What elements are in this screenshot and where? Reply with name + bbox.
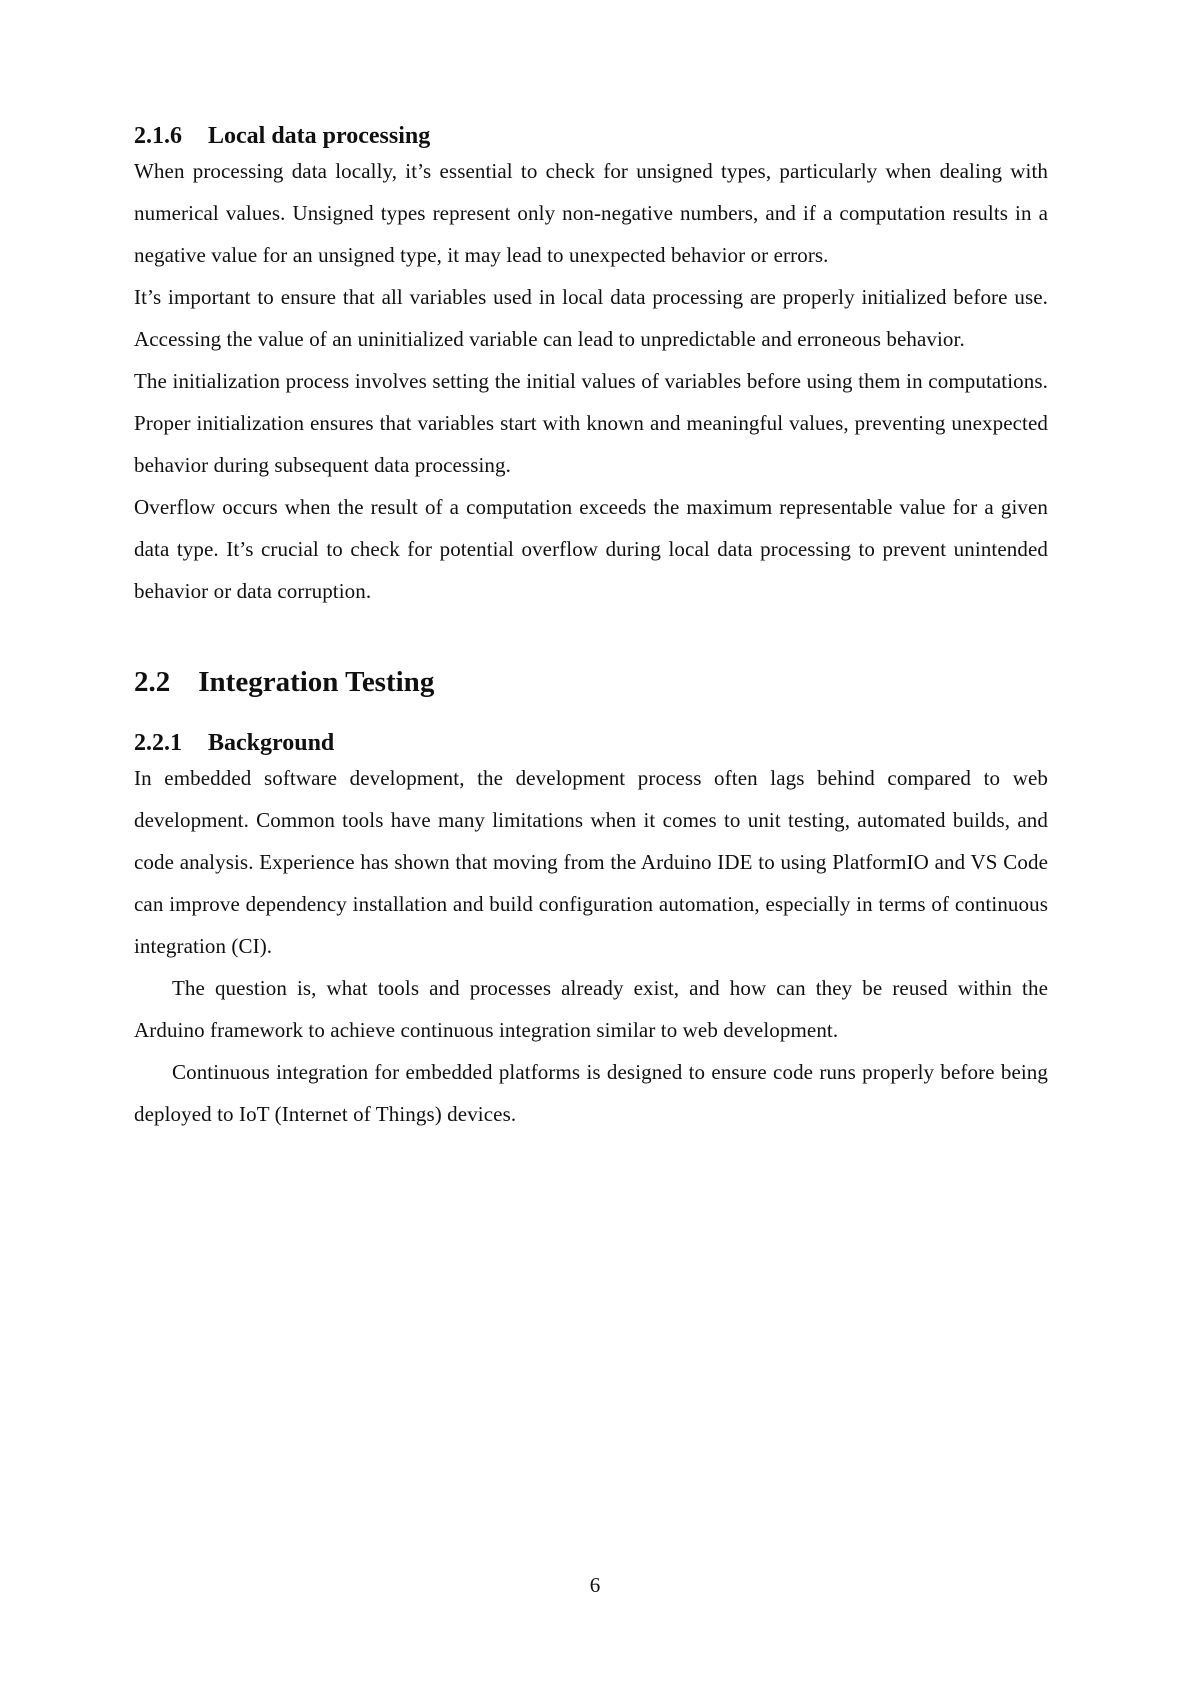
page-number: 6: [589, 1573, 601, 1597]
page-content: [134, 0, 1048, 1135]
paragraph-ci-embedded: Continuous integration for embedded platforms is designed to ensure code runs properly before being deployed to IoT (Internet of Things) devices.: [134, 1060, 1048, 1126]
section-heading-integration-testing: [134, 665, 1048, 699]
subsection-title: Local data processing: [208, 123, 431, 149]
subsection-number: 2.2.1: [134, 730, 182, 756]
subsection-heading-background: [134, 729, 1048, 757]
subsection-number: 2.1.6: [134, 123, 182, 149]
paragraph-initialization-importance: It’s important to ensure that all variables used in local data processing are properly initialized before use. Accessing the value of an uninitialized variable can lead to unpredictable and erroneous behavior.: [134, 285, 1048, 351]
paragraph-overflow: Overflow occurs when the result of a computation exceeds the maximum representable value for a given data type. It’s crucial to check for potential overflow during local data processing to prevent unintended behavior or data corruption.: [134, 495, 1048, 603]
section-number: 2.2: [134, 666, 171, 698]
paragraph-initialization-process: The initialization process involves setting the initial values of variables before using them in computations. Proper initialization ensures that variables start with known and meaningful values, preventing unexpected behavior during subsequent data processing.: [134, 369, 1048, 477]
paragraph-embedded-development: In embedded software development, the development process often lags behind compared to web development. Common tools have many limitations when it comes to unit testing, automated builds, and code analysis. Experience has shown that moving from the Arduino IDE to using PlatformIO and VS Code can improve dependency installation and build configuration automation, especially in terms of continuous integration (CI).: [134, 766, 1048, 958]
subsection-title: Background: [208, 730, 335, 756]
paragraph-question: The question is, what tools and processes already exist, and how can they be reused within the Arduino framework to achieve continuous integration similar to web development.: [134, 976, 1048, 1042]
paragraph-unsigned-types: When processing data locally, it’s essential to check for unsigned types, particularly when dealing with numerical values. Unsigned types represent only non-negative numbers, and if a computation results in a negative value for an unsigned type, it may lead to unexpected behavior or errors.: [134, 159, 1048, 267]
section-title: Integration Testing: [198, 666, 435, 698]
subsection-heading-local-data-processing: [134, 122, 1048, 150]
